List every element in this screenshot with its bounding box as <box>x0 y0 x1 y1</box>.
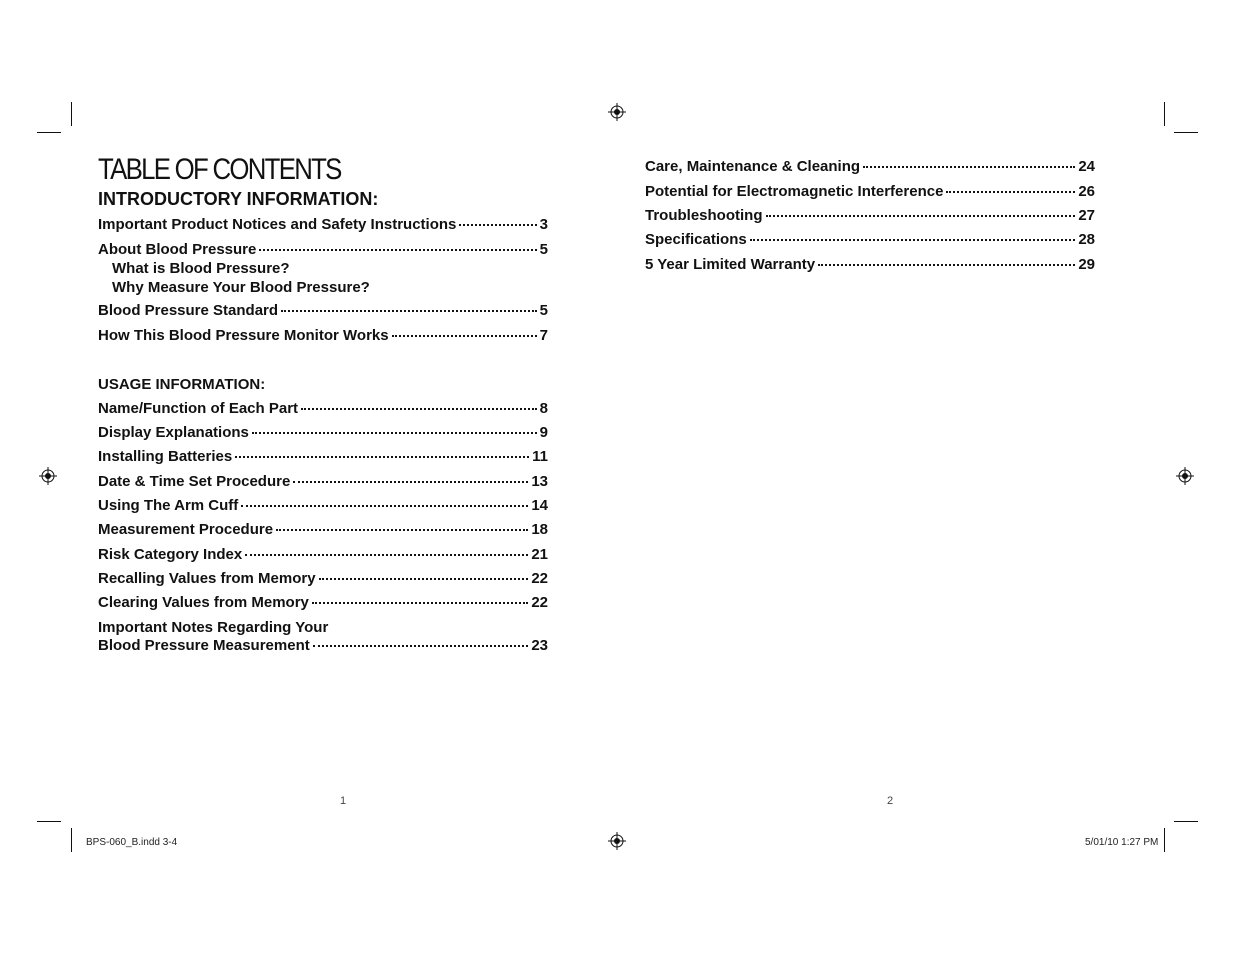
toc-entry-label: Specifications <box>645 231 747 248</box>
toc-entry <box>645 158 1095 178</box>
toc-entry-label: Using The Arm Cuff <box>98 497 239 514</box>
toc-entry <box>645 183 1095 203</box>
toc-entry-label: Display Explanations <box>98 424 249 441</box>
toc-entry <box>98 400 548 420</box>
leader-dots <box>259 249 536 251</box>
leader-dots <box>301 408 537 410</box>
registration-mark-icon <box>608 103 626 121</box>
leader-dots <box>241 505 528 507</box>
toc-entry-label: Name/Function of Each Part <box>98 400 299 417</box>
crop-mark <box>1174 132 1198 133</box>
toc-entry <box>98 327 548 347</box>
crop-mark <box>1164 828 1165 852</box>
toc-entry-page: 11 <box>532 448 548 465</box>
page-number-left: 1 <box>340 795 347 807</box>
toc-entry-label: Date & Time Set Procedure <box>98 473 291 490</box>
toc-entry-line1: Important Notes Regarding Your <box>98 619 329 636</box>
crop-mark <box>1164 102 1165 126</box>
leader-dots <box>293 481 528 483</box>
toc-entry-label: Blood Pressure Measurement <box>98 637 310 654</box>
leader-dots <box>252 432 537 434</box>
registration-mark-icon <box>1176 467 1194 485</box>
leader-dots <box>766 215 1076 217</box>
leader-dots <box>750 239 1076 241</box>
toc-entry-label: Potential for Electromagnetic Interference <box>645 183 944 200</box>
toc-entry-page: 14 <box>531 497 548 514</box>
toc-entry <box>98 216 548 236</box>
toc-entry-page: 29 <box>1078 256 1095 273</box>
toc-entry-label: Recalling Values from Memory <box>98 570 316 587</box>
toc-entry-label: 5 Year Limited Warranty <box>645 256 816 273</box>
toc-entry-label: Risk Category Index <box>98 546 243 563</box>
toc-entry <box>98 448 548 468</box>
toc-entry-label: Important Product Notices and Safety Instructions <box>98 216 457 233</box>
toc-entry-label: Measurement Procedure <box>98 521 274 538</box>
toc-entry-label: Care, Maintenance & Cleaning <box>645 158 861 175</box>
toc-entry-page: 22 <box>531 570 548 587</box>
leader-dots <box>319 578 529 580</box>
toc-entry-page: 7 <box>539 327 548 344</box>
toc-entry <box>98 473 548 493</box>
toc-entry-page: 5 <box>539 241 548 258</box>
toc-entry-page: 27 <box>1078 207 1095 224</box>
toc-entry <box>98 594 548 614</box>
toc-entry <box>98 424 548 444</box>
page-number-right: 2 <box>887 795 894 807</box>
toc-entry <box>98 241 548 261</box>
toc-entry <box>98 637 548 657</box>
slug-filename: BPS-060_B.indd 3-4 <box>86 837 178 848</box>
toc-entry-page: 3 <box>539 216 548 233</box>
crop-mark <box>37 821 61 822</box>
toc-entry-page: 28 <box>1078 231 1095 248</box>
toc-title: TABLE OF CONTENTS <box>98 153 341 186</box>
toc-entry-page: 24 <box>1078 158 1095 175</box>
toc-entry <box>98 570 548 590</box>
toc-entry-label: About Blood Pressure <box>98 241 257 258</box>
toc-entry <box>645 207 1095 227</box>
toc-entry-page: 9 <box>539 424 548 441</box>
toc-entry <box>645 231 1095 251</box>
leader-dots <box>281 310 537 312</box>
registration-mark-icon <box>39 467 57 485</box>
toc-entry-page: 26 <box>1078 183 1095 200</box>
toc-entry-page: 18 <box>531 521 548 538</box>
leader-dots <box>459 224 536 226</box>
toc-entry <box>98 497 548 517</box>
toc-entry-page: 5 <box>539 302 548 319</box>
toc-entry-page: 8 <box>539 400 548 417</box>
crop-mark <box>1174 821 1198 822</box>
toc-entry-label: How This Blood Pressure Monitor Works <box>98 327 389 344</box>
crop-mark <box>37 132 61 133</box>
leader-dots <box>313 645 529 647</box>
leader-dots <box>946 191 1075 193</box>
leader-dots <box>392 335 537 337</box>
leader-dots <box>235 456 529 458</box>
crop-mark <box>71 828 72 852</box>
toc-entry <box>98 546 548 566</box>
toc-entry-label: Clearing Values from Memory <box>98 594 309 611</box>
usage-heading: USAGE INFORMATION: <box>98 376 266 393</box>
toc-entry-page: 21 <box>531 546 548 563</box>
leader-dots <box>818 264 1075 266</box>
toc-sub-entry: What is Blood Pressure? <box>112 260 290 277</box>
intro-heading: INTRODUCTORY INFORMATION: <box>98 189 379 209</box>
leader-dots <box>863 166 1075 168</box>
toc-entry <box>98 302 548 322</box>
toc-entry-page: 22 <box>531 594 548 611</box>
registration-mark-icon <box>608 832 626 850</box>
toc-entry <box>98 521 548 541</box>
toc-entry-label: Blood Pressure Standard <box>98 302 279 319</box>
toc-entry-page: 13 <box>531 473 548 490</box>
leader-dots <box>312 602 528 604</box>
leader-dots <box>276 529 528 531</box>
toc-entry-label: Installing Batteries <box>98 448 233 465</box>
toc-sub-entry: Why Measure Your Blood Pressure? <box>112 279 370 296</box>
leader-dots <box>245 554 528 556</box>
toc-entry-page: 23 <box>531 637 548 654</box>
toc-entry <box>645 256 1095 276</box>
slug-timestamp: 5/01/10 1:27 PM <box>1085 837 1159 848</box>
toc-entry-label: Troubleshooting <box>645 207 763 224</box>
crop-mark <box>71 102 72 126</box>
